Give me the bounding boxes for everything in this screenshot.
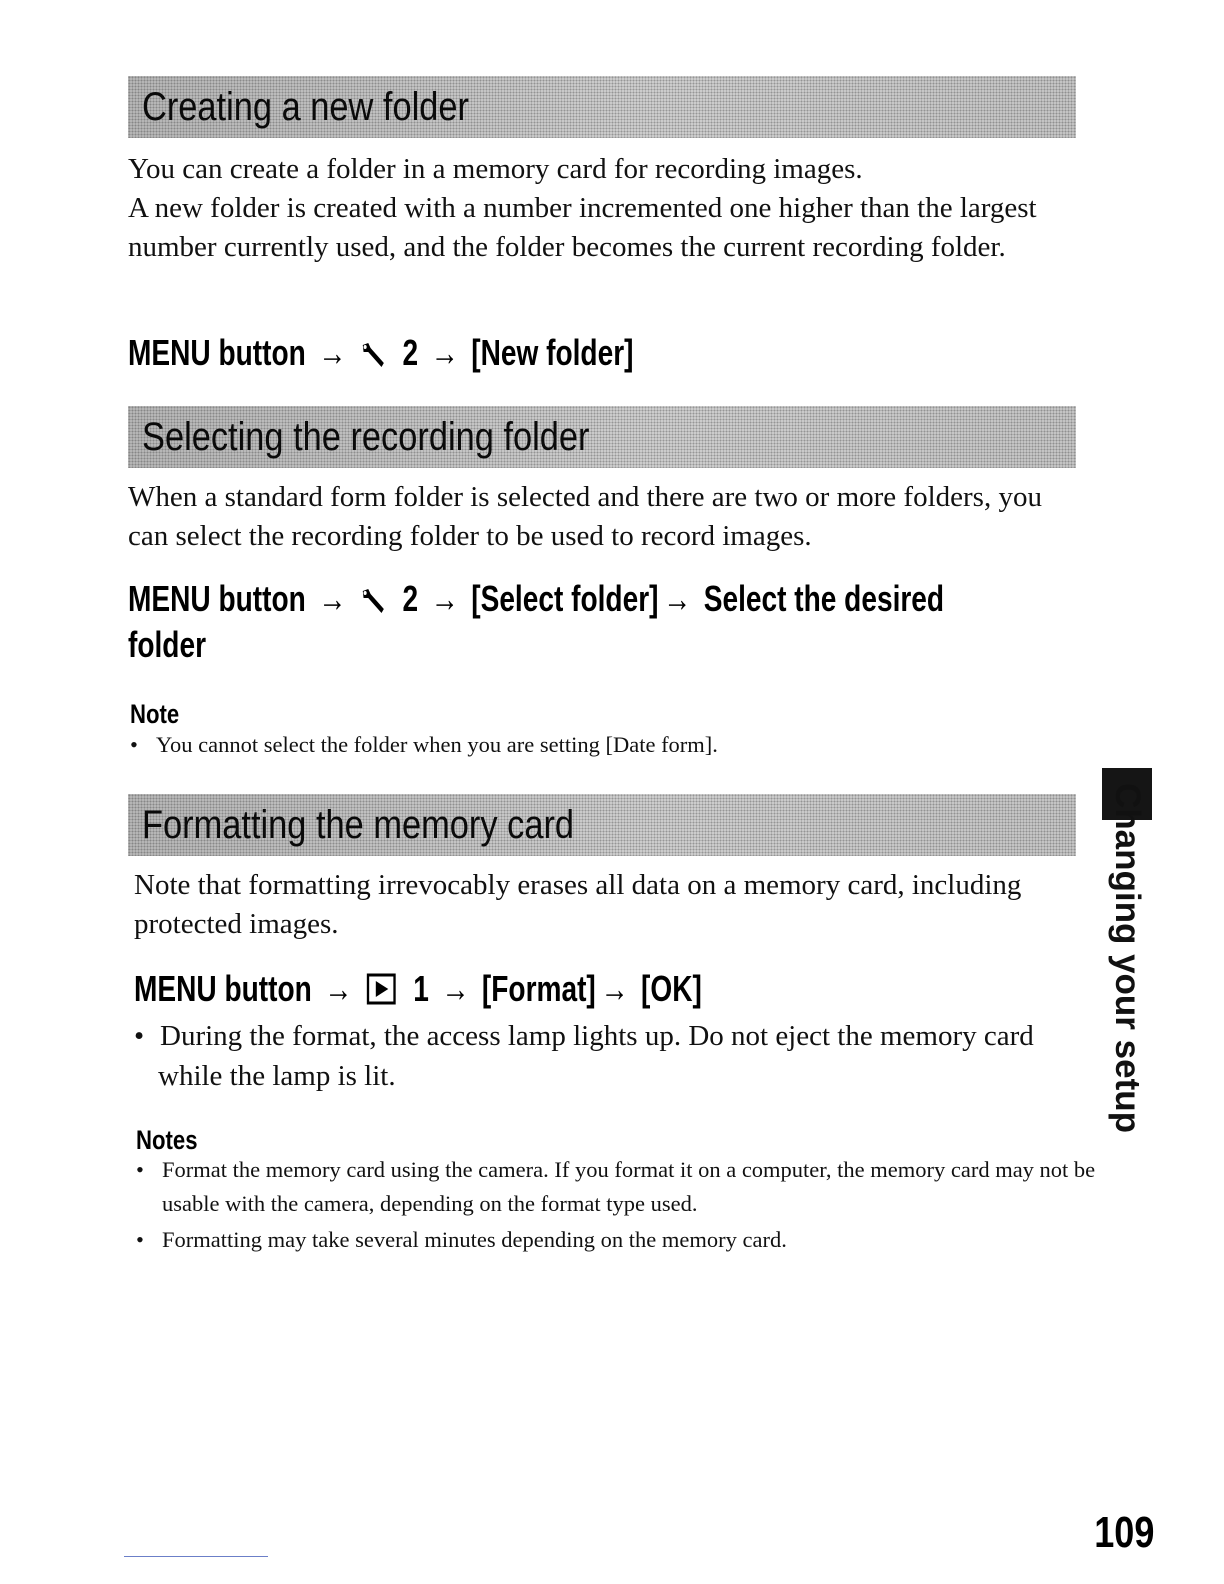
section-body: When a standard form folder is selected and there are two or more folders, you can select the recording folder to be used to record images.: [128, 481, 1042, 552]
bullet-item: [134, 1016, 1078, 1096]
note-text: Format the memory card using the camera. If you format it on a computer, the memory card may not be usable with the camera, depending on the format type used.: [162, 1157, 1096, 1216]
menu-path: [128, 576, 1088, 622]
arrow-icon: →: [318, 578, 347, 619]
menu-button-label: MENU button: [134, 968, 312, 1009]
section-header-select-folder: [128, 406, 1076, 468]
section-header-format: [128, 794, 1076, 856]
bullet: •: [134, 1020, 145, 1052]
menu-path-continued: [128, 622, 1088, 668]
bullet: •: [130, 732, 138, 757]
page-number: 109: [1093, 1508, 1154, 1557]
wrench-icon: [360, 339, 387, 369]
playback-icon: [366, 973, 396, 1005]
section-header-new-folder: [128, 76, 1076, 138]
menu-action: folder: [128, 624, 207, 665]
footer-rule: [124, 1556, 268, 1557]
section-title: Creating a new folder: [142, 85, 469, 129]
body-line: A new folder is created with a number incremented one higher than the largest number currently used, and the folder becomes the current recording folder.: [128, 192, 1037, 263]
body-line: You can create a folder in a memory card for recording images.: [128, 153, 863, 185]
menu-path: [128, 330, 1088, 376]
note-item: [130, 728, 1136, 762]
section-body: Note that formatting irrevocably erases all data on a memory card, including protected images.: [134, 869, 1022, 940]
section-body: [128, 150, 1088, 267]
menu-button-label: MENU button: [128, 332, 306, 373]
note-item: [136, 1153, 1122, 1221]
arrow-icon: →: [600, 968, 629, 1009]
side-tab-label: Changing your setup: [1108, 783, 1147, 1133]
tab-number: 2: [402, 332, 419, 373]
menu-item-select-folder: [Select folder]: [471, 578, 659, 619]
arrow-icon: →: [324, 968, 353, 1009]
note-text: You cannot select the folder when you are setting [Date form].: [156, 732, 718, 757]
arrow-icon: →: [318, 332, 347, 373]
arrow-icon: →: [663, 578, 692, 619]
section-title: Formatting the memory card: [142, 803, 575, 847]
menu-path: [134, 966, 1094, 1012]
menu-button-label: MENU button: [128, 578, 306, 619]
menu-action: Select the desired: [703, 578, 945, 619]
bullet: •: [136, 1227, 144, 1252]
tab-number: 1: [413, 968, 429, 1009]
arrow-icon: →: [430, 578, 459, 619]
note-item: [136, 1223, 1122, 1257]
arrow-icon: →: [430, 332, 459, 373]
wrench-icon: [360, 585, 387, 615]
menu-item-new-folder: [New folder]: [471, 332, 634, 373]
tab-number: 2: [402, 578, 419, 619]
menu-item-ok: [OK]: [641, 968, 702, 1009]
notes-heading: Notes: [136, 1125, 198, 1155]
menu-item-format: [Format]: [481, 968, 596, 1009]
arrow-icon: →: [441, 968, 470, 1009]
note-heading: Note: [130, 699, 180, 729]
note-text: Formatting may take several minutes depending on the memory card.: [162, 1227, 787, 1252]
bullet-text: During the format, the access lamp lights up. Do not eject the memory card while the lamp is lit.: [158, 1020, 1034, 1092]
bullet: •: [136, 1157, 144, 1182]
section-title: Selecting the recording folder: [142, 415, 590, 459]
